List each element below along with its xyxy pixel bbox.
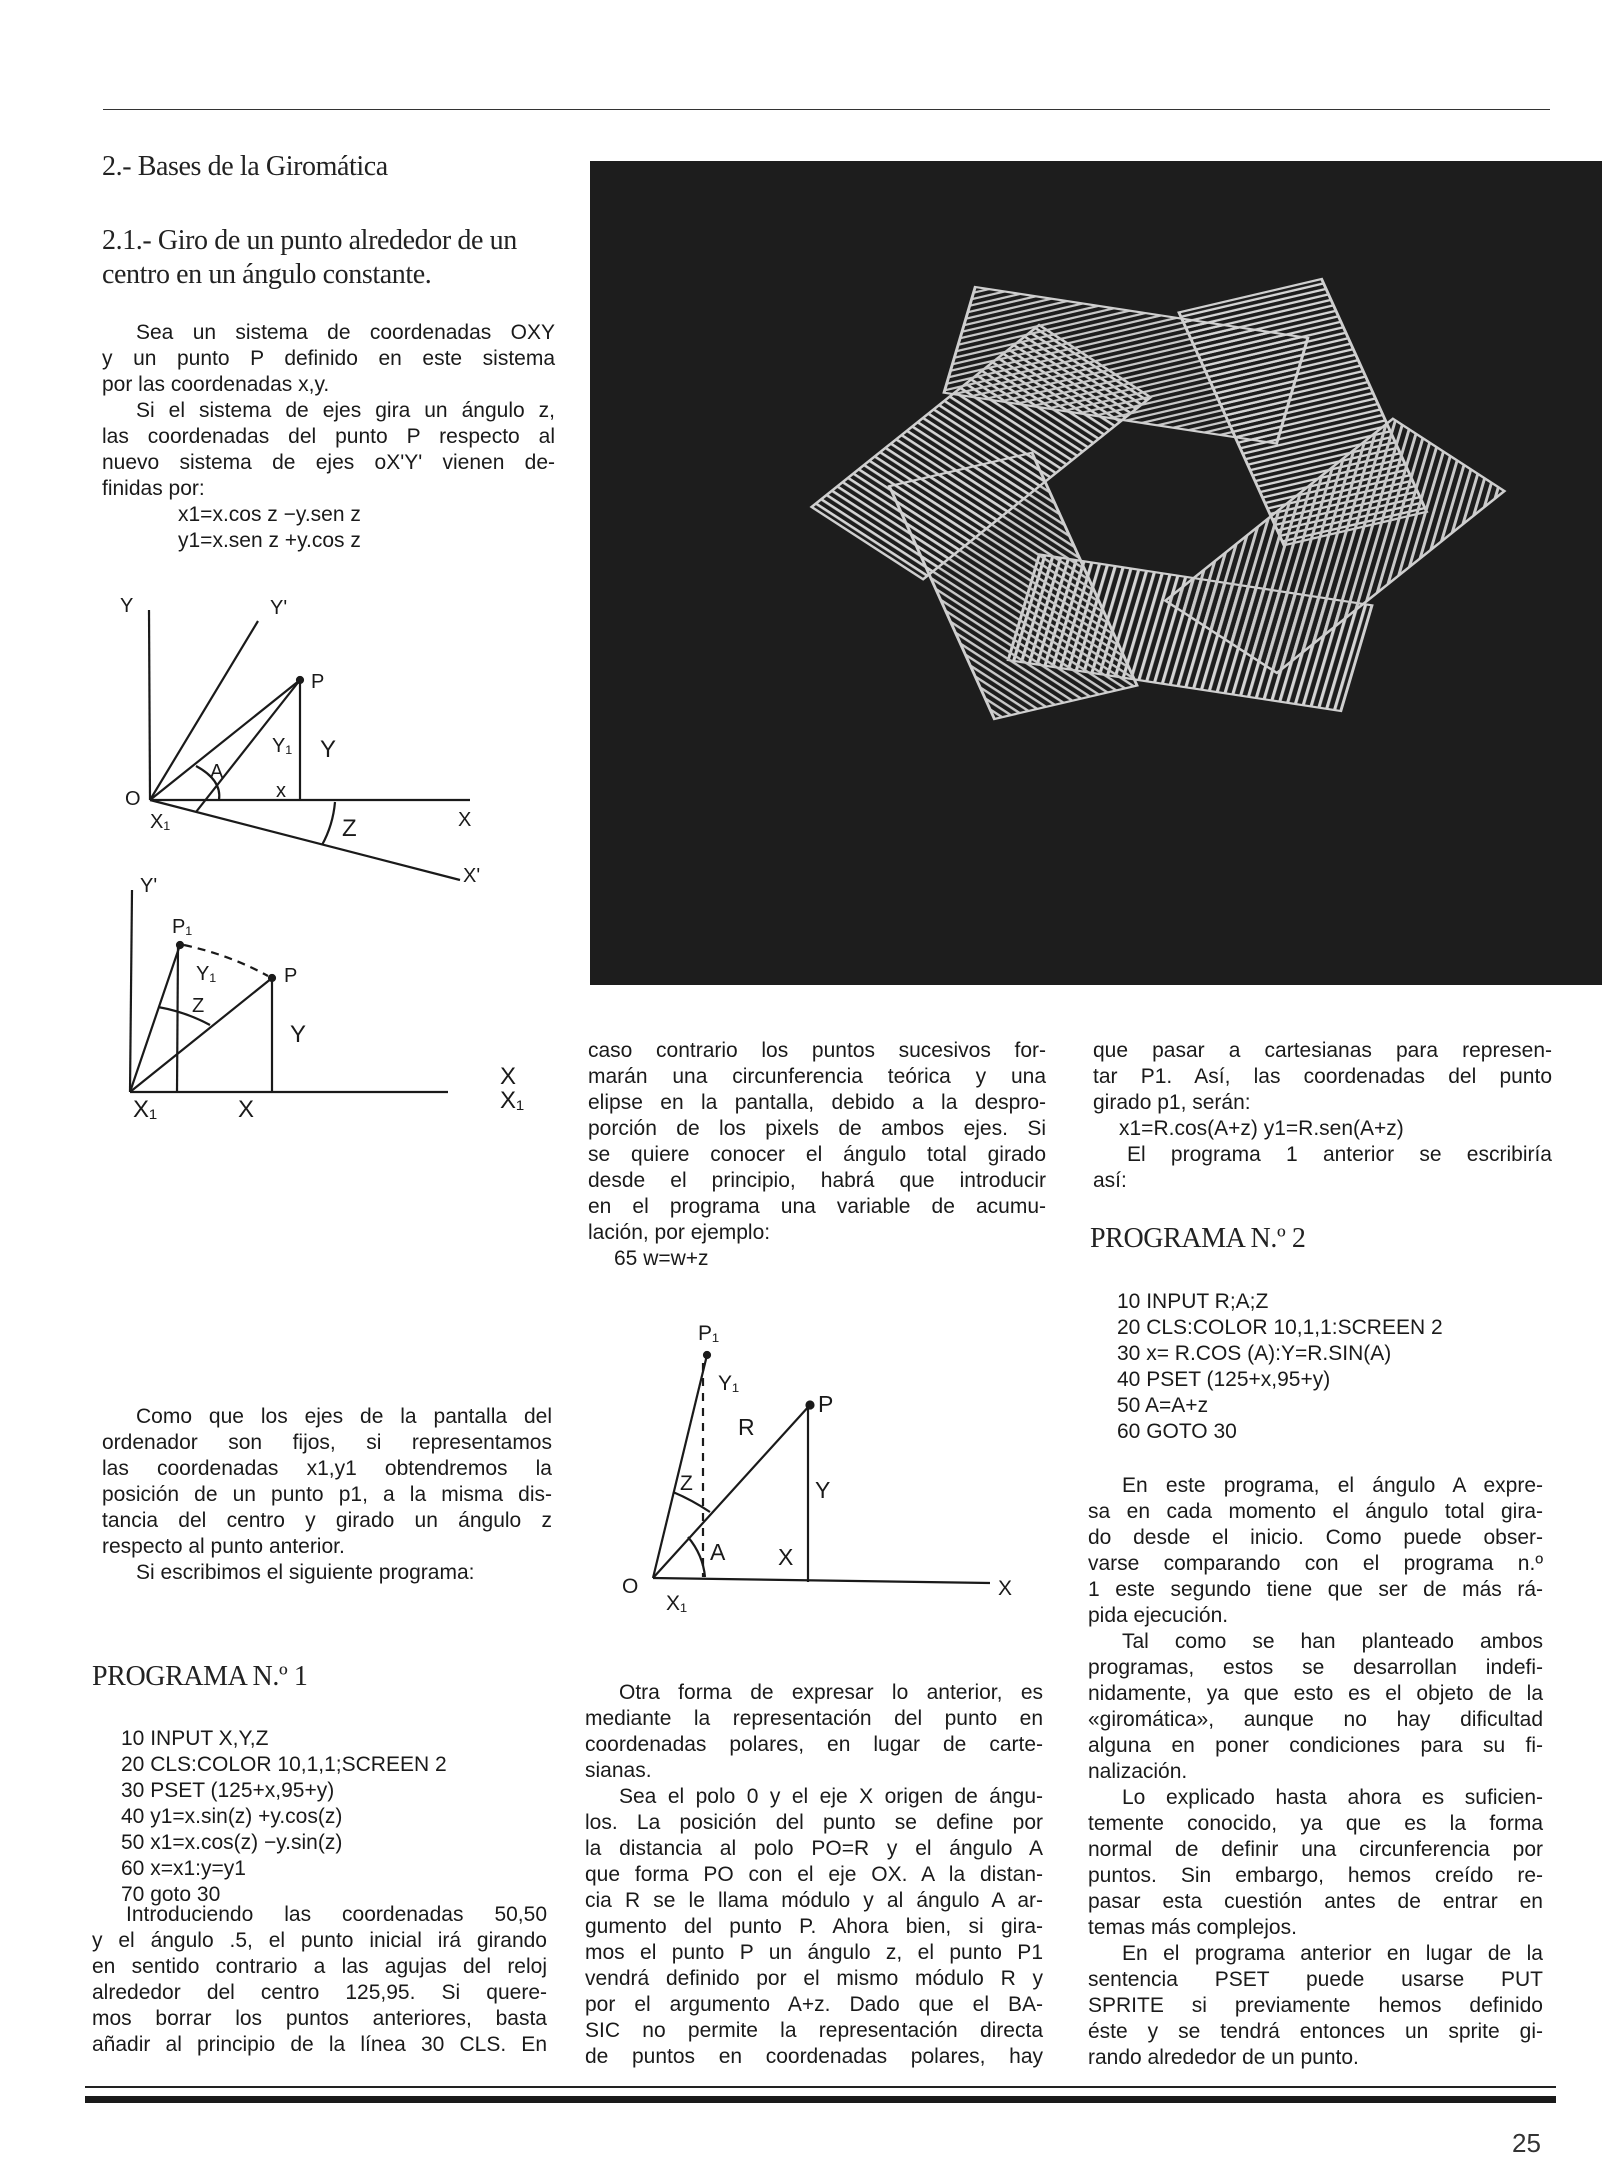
section-title: 2.- Bases de la Giromática [102,151,388,182]
label: X [500,1063,517,1090]
text-line: mos el punto P un ángulo z, el punto P1 [585,1941,1043,1964]
label: A [710,1539,726,1565]
text-line: 40 y1=x.sin(z) +y.cos(z) [121,1805,343,1828]
text-line: 50 A=A+z [1117,1394,1209,1417]
text-line: desde el principio, habrá que introducir [588,1169,1046,1192]
text-line: En el programa anterior en lugar de la [1122,1942,1543,1965]
label: X [778,1544,794,1570]
text-line: Si el sistema de ejes gira un ángulo z, [136,399,555,422]
text-line: gumento del punto P. Ahora bien, si gira- [585,1915,1043,1938]
page-number: 25 [1512,2128,1541,2158]
text-line: Lo explicado hasta ahora es suficien- [1122,1786,1543,1809]
label: Y₁ [718,1372,740,1395]
text-line: se quiere conocer el ángulo total girado [588,1143,1046,1166]
text-line: SPRITE si previamente hemos definido [1088,1994,1543,2017]
text-line: nidamente, ya que esto es el objeto de la [1088,1682,1543,1705]
label: X' [463,865,481,887]
text-line: añadir al principio de la línea 30 CLS. En [92,2033,547,2056]
text-line: «giromática», aunque no hay dificultad [1088,1708,1543,1731]
text-line: tancia del centro y girado un ángulo z [102,1509,552,1532]
text-line: programas, estos se desarrollan indefi- [1088,1656,1543,1679]
text-line: y1=x.sen z +y.cos z [178,529,361,552]
text-line: por las coordenadas x,y. [102,373,330,396]
text-line: finidas por: [102,477,205,500]
text-line: las coordenadas del punto P respecto al [102,425,555,448]
text-line: que pasar a cartesianas para represen- [1093,1039,1552,1062]
text-line: 20 CLS:COLOR 10,1,1:SCREEN 2 [1117,1316,1443,1339]
label: P [818,1391,834,1417]
label: R [738,1414,755,1440]
text-line: vendrá definido por el mismo módulo R y [585,1967,1043,1990]
text-line: Como que los ejes de la pantalla del [136,1405,552,1428]
text-line: En este programa, el ángulo A expre- [1122,1474,1543,1497]
text-line: rando alrededor de un punto. [1088,2046,1359,2069]
label: X₁ [150,811,171,833]
text-line: en el programa una variable de acumu- [588,1195,1046,1218]
label: X₁ [666,1592,688,1615]
text-line: nuevo sistema de ejes oX'Y' vienen de- [102,451,555,474]
text-line: sianas. [585,1759,652,1782]
text-line: cia R se le llama módulo y al ángulo A ar- [585,1889,1043,1912]
text-line: normal de definir una circunferencia por [1088,1838,1543,1861]
text-line: mediante la representación del punto en [585,1707,1043,1730]
text-line: ordenador son fijos, si representamos [102,1431,552,1454]
text-line: 10 INPUT R;A;Z [1117,1290,1269,1313]
text-line: 30 PSET (125+x,95+y) [121,1779,335,1802]
text-line: éste y se tendrá entonces un sprite gi- [1088,2020,1543,2043]
text-line: Sea un sistema de coordenadas OXY [136,321,555,344]
label: X [458,809,472,831]
text-line: tar P1. Así, las coordenadas del punto [1093,1065,1552,1088]
subsection-title-line-2: centro en un ángulo constante. [102,259,432,290]
label: Z [680,1472,693,1495]
text-line: coordenadas polares, en lugar de carte- [585,1733,1043,1756]
text-line: los. La posición del punto se define por [585,1811,1043,1834]
text-line: puntos. Sin embargo, hemos creído re- [1088,1864,1543,1887]
text-line: alrededor del centro 125,95. Si quere- [92,1981,547,2004]
label: X₁ [133,1096,158,1123]
text-line: alguna en poner condiciones para su fi- [1088,1734,1543,1757]
text-line: porción de los pixels de ambos ejes. Si [588,1117,1046,1140]
text-line: y un punto P definido en este sistema [102,347,555,370]
label: Y [815,1477,831,1503]
text-line: de puntos en coordenadas polares, hay [585,2045,1043,2068]
text-line: varse comparando con el programa n.º [1088,1552,1543,1575]
text-line: 60 x=x1:y=y1 [121,1857,246,1880]
text-line: marán una circunferencia teórica y una [588,1065,1046,1088]
text-line: 60 GOTO 30 [1117,1420,1237,1443]
label: Z [342,815,357,842]
text-line: mos borrar los puntos anteriores, basta [92,2007,547,2030]
footer-rule-thin [85,2086,1556,2088]
text-line: Tal como se han planteado ambos [1122,1630,1543,1653]
text-line: respecto al punto anterior. [102,1535,345,1558]
label: O [125,788,141,810]
text-line: y el ángulo .5, el punto inicial irá girando [92,1929,547,1952]
text-line: Otra forma de expresar lo anterior, es [619,1681,1043,1704]
text-line: las coordenadas x1,y1 obtendremos la [102,1457,552,1480]
text-line: 20 CLS:COLOR 10,1,1;SCREEN 2 [121,1753,447,1776]
label: Y [290,1021,307,1048]
label: P₁ [698,1322,720,1345]
text-line: 1 este segundo tiene que ser de más rá- [1088,1578,1543,1601]
label: Y₁ [272,735,293,757]
text-line: por el argumento A+z. Dado que el BA- [585,1993,1043,2016]
text-line: posición de un punto p1, a la misma dis- [102,1483,552,1506]
text-line: SIC no permite la representación directa [585,2019,1043,2042]
text-line: Introduciendo las coordenadas 50,50 [126,1903,547,1926]
text-line: 70 goto 30 [121,1883,221,1906]
text-line: sentencia PSET puede usarse PUT [1088,1968,1543,1991]
text-line: caso contrario los puntos sucesivos for- [588,1039,1046,1062]
label: x [276,780,286,802]
label: Y₁ [196,963,217,985]
text-line: x1=x.cos z −y.sen z [178,503,361,526]
label: X [998,1577,1013,1600]
program-2-title: PROGRAMA N.º 2 [1090,1223,1306,1254]
diagram-point-rotation-labels [133,875,524,1123]
text-line: 10 INPUT X,Y,Z [121,1727,269,1750]
label: Y [120,595,134,617]
label: A [210,761,224,783]
text-line: temas más complejos. [1088,1916,1297,1939]
label: O [622,1575,639,1598]
text-line: girado p1, serán: [1093,1091,1251,1114]
subsection-title-line-1: 2.1.- Giro de un punto alrededor de un [102,225,517,256]
text-line: 50 x1=x.cos(z) −y.sin(z) [121,1831,343,1854]
label: Z [192,995,205,1017]
diagram-polar-coordinates [653,1352,990,1583]
label: P₁ [172,916,193,938]
text-line: do desde el inicio. Como puede obser- [1088,1526,1543,1549]
text-line: que forma PO con el eje OX. A la distan- [585,1863,1043,1886]
text-line: 40 PSET (125+x,95+y) [1117,1368,1331,1391]
text-line: pasar esta cuestión antes de entrar en [1088,1890,1543,1913]
text-line: x1=R.cos(A+z) y1=R.sen(A+z) [1119,1117,1404,1140]
label: P [311,671,325,693]
text-line: nalización. [1088,1760,1188,1783]
text-line: sa en cada momento el ángulo total gira- [1088,1500,1543,1523]
text-line: 30 x= R.COS (A):Y=R.SIN(A) [1117,1342,1392,1365]
label: P [284,965,298,987]
label: X [238,1096,255,1123]
label: X₁ [500,1087,525,1114]
text-line: 65 w=w+z [614,1247,709,1270]
label: Y' [270,597,288,619]
program-1-title: PROGRAMA N.º 1 [92,1661,308,1692]
text-line: El programa 1 anterior se escribiría [1127,1143,1552,1166]
text-line: en sentido contrario a las agujas del reloj [92,1955,547,1978]
text-line: elipse en la pantalla, debido a la despro- [588,1091,1046,1114]
footer-rule-thick [85,2096,1556,2103]
text-line: Sea el polo 0 y el eje X origen de ángu- [619,1785,1043,1808]
text-line: lación, por ejemplo: [588,1221,771,1244]
text-line: así: [1093,1169,1127,1192]
label: Y [320,736,337,763]
text-line: pida ejecución. [1088,1604,1229,1627]
text-line: Si escribimos el siguiente programa: [136,1561,475,1584]
text-line: la distancia al polo PO=R y el ángulo A [585,1837,1043,1860]
diagram-axis-rotation [149,610,470,880]
label: Y' [140,875,158,897]
text-line: temente conocido, ya que es la forma [1088,1812,1543,1835]
